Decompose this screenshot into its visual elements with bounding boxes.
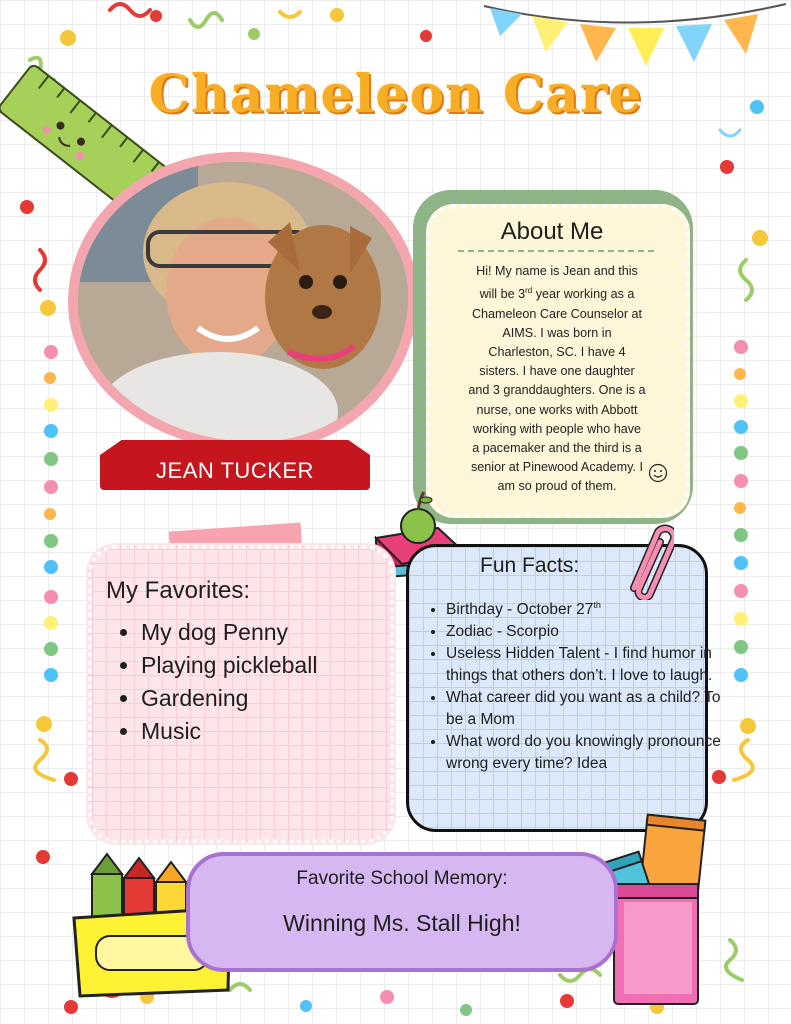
list-item: • Zodiac - Scorpio (446, 621, 726, 643)
list-item: • What word do you knowingly pronounce wrong every time? Idea (446, 731, 726, 775)
paperclip-icon (620, 522, 674, 600)
favorites-list (113, 616, 317, 748)
about-line: am so proud of them. (497, 479, 617, 494)
fun-facts-list (412, 594, 726, 775)
favorites-title: My Favorites: (106, 577, 251, 604)
smiley-face-icon (648, 463, 668, 483)
list-item: • Birthday - October 27th (446, 594, 726, 621)
list-item: • What career did you want as a child? To be a Mom (446, 687, 726, 731)
about-line: working with people who have (472, 421, 642, 436)
school-memory-text: Winning Ms. Stall High! (283, 910, 521, 936)
about-line: senior at Pinewood Academy. I (471, 460, 643, 475)
about-me-divider (458, 250, 654, 252)
about-line: Hi! My name is Jean and this (476, 264, 638, 278)
about-me-text (444, 262, 670, 497)
fun-facts-title: Fun Facts: (480, 554, 580, 577)
about-line: a pacemaker and the third is a (472, 441, 642, 456)
list-item: • My dog Penny (141, 616, 317, 649)
about-me-title: About Me (500, 218, 604, 245)
list-item: • Music (141, 715, 317, 748)
list-item: • Gardening (141, 682, 317, 715)
about-line: and 3 granddaughters. One is a (468, 383, 646, 398)
school-memory-title: Favorite School Memory: (296, 868, 508, 889)
page-title: Chameleon Care (148, 64, 643, 125)
profile-name: JEAN TUCKER (156, 458, 314, 483)
list-item: • Playing pickleball (141, 649, 317, 682)
about-line: nurse, one works with Abbott (476, 402, 638, 417)
about-line: AIMS. I was born in (502, 325, 612, 340)
about-line: sisters. I have one daughter (479, 364, 635, 379)
about-line: Charleston, SC. I have 4 (488, 345, 626, 359)
about-line: will be 3rd year working as a (479, 286, 635, 302)
about-line: Chameleon Care Counselor at (471, 306, 643, 321)
list-item: • Useless Hidden Talent - I find humor in things that others don’t. I love to laugh. (446, 643, 726, 687)
